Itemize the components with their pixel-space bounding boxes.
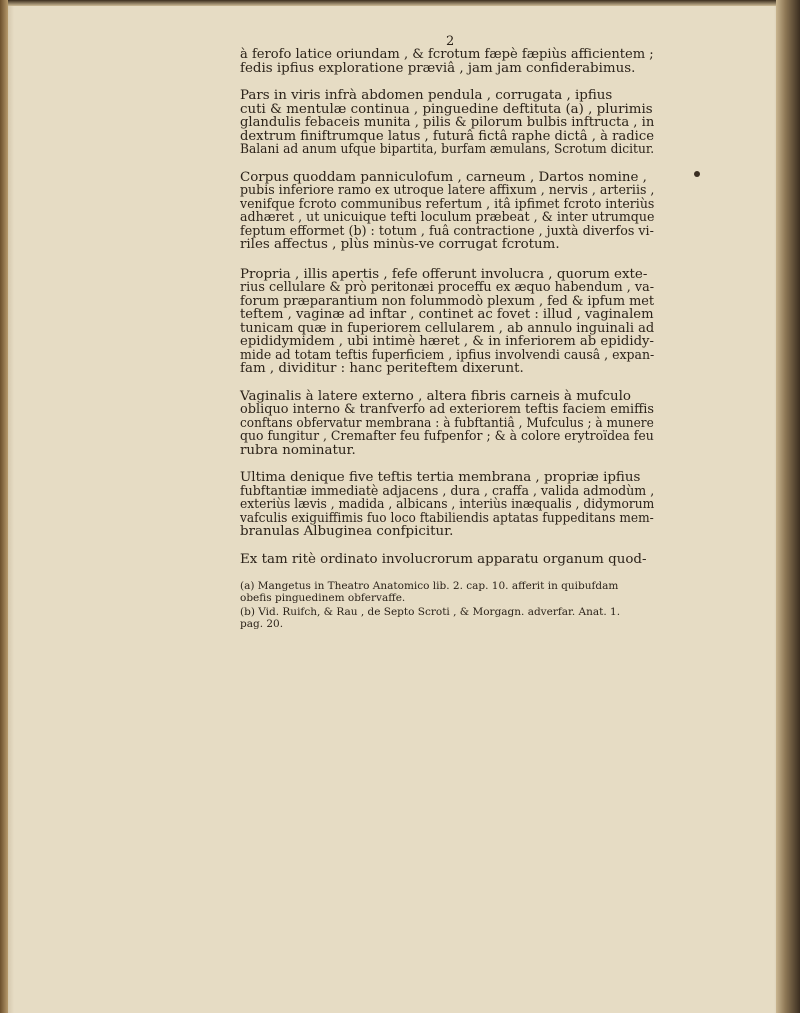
footnote — [240, 580, 654, 604]
ink-spot — [694, 171, 700, 177]
text-line: à ferofo latice oriundam , & fcrotum fæpè fæpiùs afficientem ; — [240, 47, 654, 62]
body-text — [240, 48, 654, 630]
paragraph — [240, 553, 654, 567]
footnote-line: obefis pinguedinem obfervaffe. — [240, 592, 406, 604]
text-line: venifque fcroto communibus refertum , itâ ipfimet fcroto interiùs — [240, 196, 655, 212]
text-line: dextrum finiftrumque latus , futurâ fictâ raphe dictâ , à radice — [240, 128, 655, 144]
text-line: Ultima denique five teftis tertia membrana , propriæ ipfius — [240, 470, 641, 485]
footnote-line: (a) Mangetus in Theatro Anatomico lib. 2. cap. 10. afferit in quibufdam — [240, 580, 619, 592]
page-left-edge — [0, 0, 8, 1013]
text-line: Balani ad anum ufque bipartita, burfam æmulans, Scrotum dicitur. — [240, 142, 655, 157]
text-line: exteriùs lævis , madida , albicans , interiùs inæqualis , didymorum — [240, 497, 655, 512]
paragraph — [240, 268, 654, 376]
text-line: Ex tam ritè ordinato involucrorum apparatu organum quod- — [240, 551, 647, 567]
footnote — [240, 606, 654, 630]
text-line: fedis ipfius exploratione præviâ , jam jam confiderabimus. — [240, 60, 636, 76]
text-line: tunicam quæ in fuperiorem cellularem , ab annulo inguinali ad — [240, 320, 655, 336]
paragraph — [240, 390, 654, 458]
text-line: mide ad totam teftis fuperficiem , ipfius involvendi causâ , expan- — [240, 347, 655, 363]
text-line: teftem , vaginæ ad inftar , continet ac fovet : illud , vaginalem — [240, 307, 654, 322]
text-line: riles affectus , plùs minùs-ve corrugat fcrotum. — [240, 237, 560, 252]
text-line: epididymidem , ubi intimè hæret , & in inferiorem ab epididy- — [240, 334, 654, 349]
footnote-line: pag. 20. — [240, 618, 284, 630]
page-top-edge — [0, 0, 800, 6]
text-line: quo fungitur , Cremafter feu fufpenfor ; & à colore erytroïdea feu — [240, 429, 654, 444]
paragraphs-container — [240, 48, 654, 566]
text-line: pubis inferiore ramo ex utroque latere affixum , nervis , arteriis , — [240, 183, 655, 198]
text-line: Corpus quoddam panniculofum , carneum , Dartos nomine , — [240, 169, 647, 185]
text-line: Vaginalis à latere externo , altera fibris carneis à mufculo — [240, 388, 631, 404]
text-line: fam , dividitur : hanc periteftem dixerunt. — [240, 361, 524, 376]
text-line: vafculis exiguiffimis fuo loco ftabiliendis aptatas fuppeditans mem- — [240, 510, 654, 526]
paragraph — [240, 471, 654, 539]
text-line: rius cellulare & prò peritonæi proceffu ex æquo habendum , va- — [240, 280, 655, 295]
text-line: Propria , illis apertis , fefe offerunt involucra , quorum exte- — [240, 266, 648, 282]
text-line: cuti & mentulæ continua , pinguedine deftituta (a) , plurimis — [240, 101, 653, 117]
paragraph — [240, 89, 654, 157]
footnotes-container — [240, 580, 654, 630]
page-gutter-shadow — [776, 0, 800, 1013]
text-line: rubra nominatur. — [240, 442, 356, 458]
text-line: forum præparantium non folummodò plexum , fed & ipfum met — [240, 293, 655, 309]
text-line: glandulis febaceis munita , pilis & pilorum bulbis inftructa , in — [240, 115, 655, 130]
text-line: conftans obfervatur membrana : à fubftantiâ , Mufculus ; à munere — [240, 415, 654, 431]
footnote-line: (b) Vid. Ruifch, & Rau , de Septo Scroti , & Morgagn. adverfar. Anat. 1. — [240, 606, 621, 618]
text-line: adhæret , ut unicuique tefti loculum præbeat , & inter utrumque — [240, 210, 655, 225]
text-line: branulas Albuginea confpicitur. — [240, 524, 454, 539]
page-number: 2 — [446, 34, 455, 49]
text-line: Pars in viris infrà abdomen pendula , corrugata , ipfius — [240, 88, 613, 103]
paragraph — [240, 48, 654, 75]
text-line: obliquo interno & tranfverfo ad exteriorem teftis faciem emiffis — [240, 402, 655, 417]
paragraph — [240, 171, 654, 252]
text-line: feptum efformet (b) : totum , fuâ contractione , juxtà diverfos vi- — [240, 223, 654, 239]
text-line: fubftantiæ immediatè adjacens , dura , craffa , valida admodùm , — [240, 483, 655, 499]
